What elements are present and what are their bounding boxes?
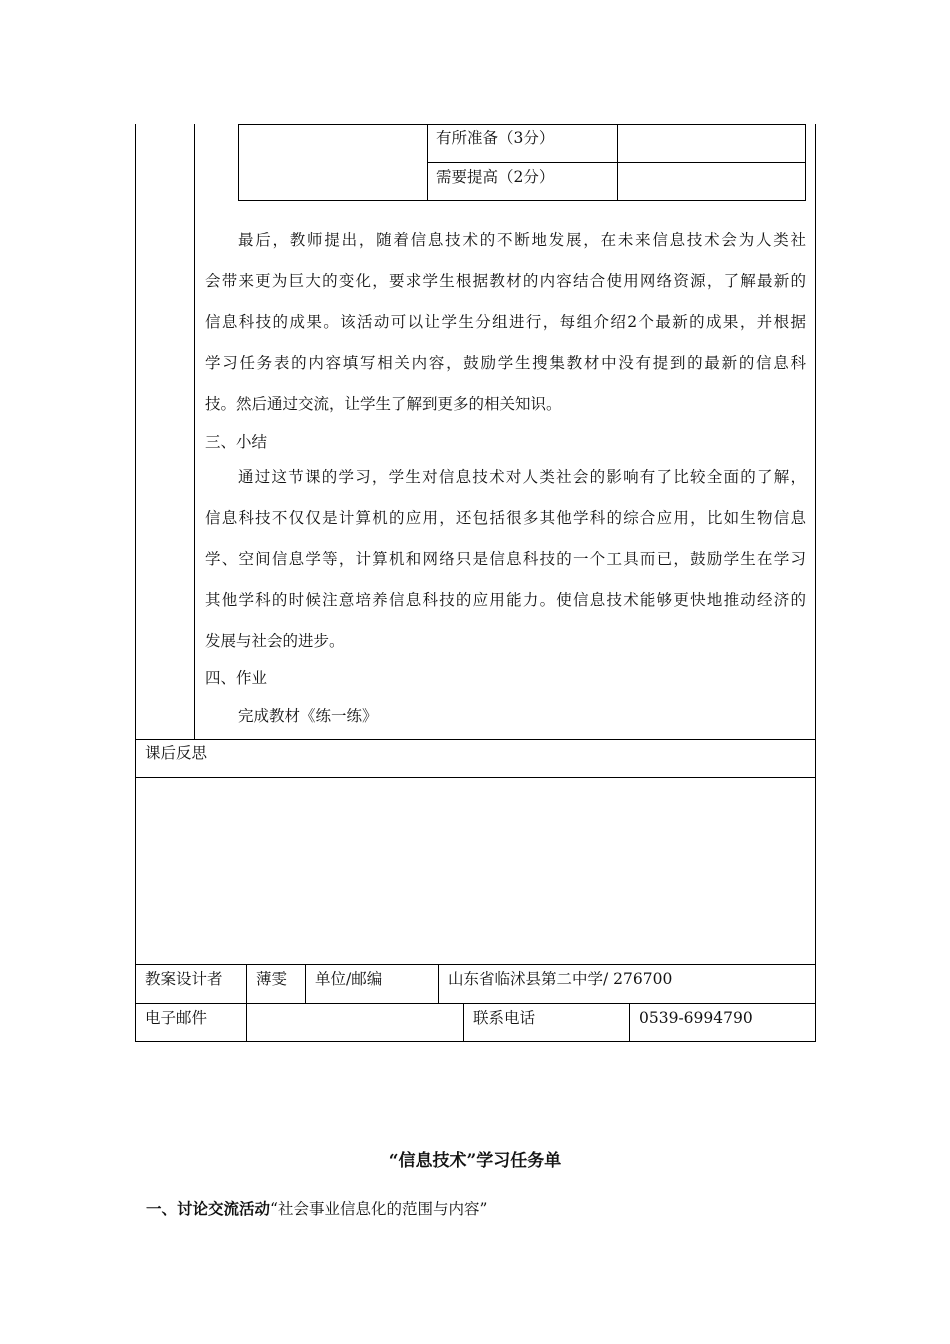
unit-label: 单位/邮编 <box>315 970 383 988</box>
footer-row2-col-1 <box>246 1003 247 1042</box>
designer-label: 教案设计者 <box>145 970 223 988</box>
paragraph-line: 学习任务表的内容填写相关内容，鼓励学生搜集教材中没有提到的最新的信息科 <box>205 354 806 372</box>
unit-value: 山东省临沭县第二中学/ 276700 <box>448 970 673 988</box>
footer-row1-col-2 <box>305 964 306 1004</box>
paragraph-line: 最后，教师提出，随着信息技术的不断地发展，在未来信息技术会为人类社 <box>238 231 806 249</box>
footer-bottom-border <box>135 1041 816 1042</box>
section-1-heading <box>146 1197 487 1219</box>
footer-top-border <box>135 964 816 965</box>
homework-text: 完成教材《练一练》 <box>238 707 378 725</box>
paragraph-line: 信息科技的成果。该活动可以让学生分组进行，每组介绍2个最新的成果，并根据 <box>205 313 806 331</box>
paragraph-summary <box>205 457 806 662</box>
rubric-row-divider <box>427 162 806 163</box>
paragraph-line: 其他学科的时候注意培养信息科技的应用能力。使信息技术能够更快地推动经济的 <box>205 591 806 609</box>
paragraph-latest-tech <box>205 220 806 425</box>
section-1-bold: 一、讨论交流活动 <box>146 1199 271 1218</box>
email-label: 电子邮件 <box>145 1009 208 1027</box>
reflection-label: 课后反思 <box>145 744 208 762</box>
paragraph-line: 技。然后通过交流，让学生了解到更多的相关知识。 <box>205 395 562 413</box>
reflection-label-bottom-border <box>135 777 816 778</box>
footer-row2-col-2 <box>463 1003 464 1042</box>
rubric-left-border <box>238 124 239 201</box>
phone-value: 0539-6994790 <box>639 1009 753 1027</box>
designer-name: 薄雯 <box>256 970 288 988</box>
heading-homework: 四、作业 <box>205 669 268 687</box>
phone-label: 联系电话 <box>473 1009 536 1027</box>
task-sheet-title: “信息技术”学习任务单 <box>388 1151 562 1171</box>
rubric-level-prepared: 有所准备（3分） <box>436 129 555 147</box>
section-1-topic: “社会事业信息化的范围与内容” <box>270 1200 488 1218</box>
paragraph-line: 发展与社会的进步。 <box>205 632 345 650</box>
paragraph-line: 通过这节课的学习，学生对信息技术对人类社会的影响有了比较全面的了解， <box>238 468 806 486</box>
footer-row1-col-1 <box>246 964 247 1004</box>
footer-middle-border <box>135 1003 816 1004</box>
table-inner-column-border <box>194 124 195 740</box>
rubric-bottom-border <box>238 200 806 201</box>
footer-row2-col-3 <box>629 1003 630 1042</box>
paragraph-line: 会带来更为巨大的变化，要求学生根据教材的内容结合使用网络资源，了解最新的 <box>205 272 806 290</box>
reflection-top-border <box>135 739 816 740</box>
footer-row1-col-3 <box>438 964 439 1004</box>
rubric-top-border <box>238 124 806 125</box>
rubric-level-improve: 需要提高（2分） <box>436 168 555 186</box>
heading-summary: 三、小结 <box>205 433 268 451</box>
paragraph-line: 信息科技不仅仅是计算机的应用，还包括很多其他学科的综合应用，比如生物信息 <box>205 509 806 527</box>
paragraph-line: 学、空间信息学等，计算机和网络只是信息科技的一个工具而已，鼓励学生在学习 <box>205 550 806 568</box>
table-right-border <box>815 124 816 1042</box>
table-left-border <box>135 124 136 1042</box>
